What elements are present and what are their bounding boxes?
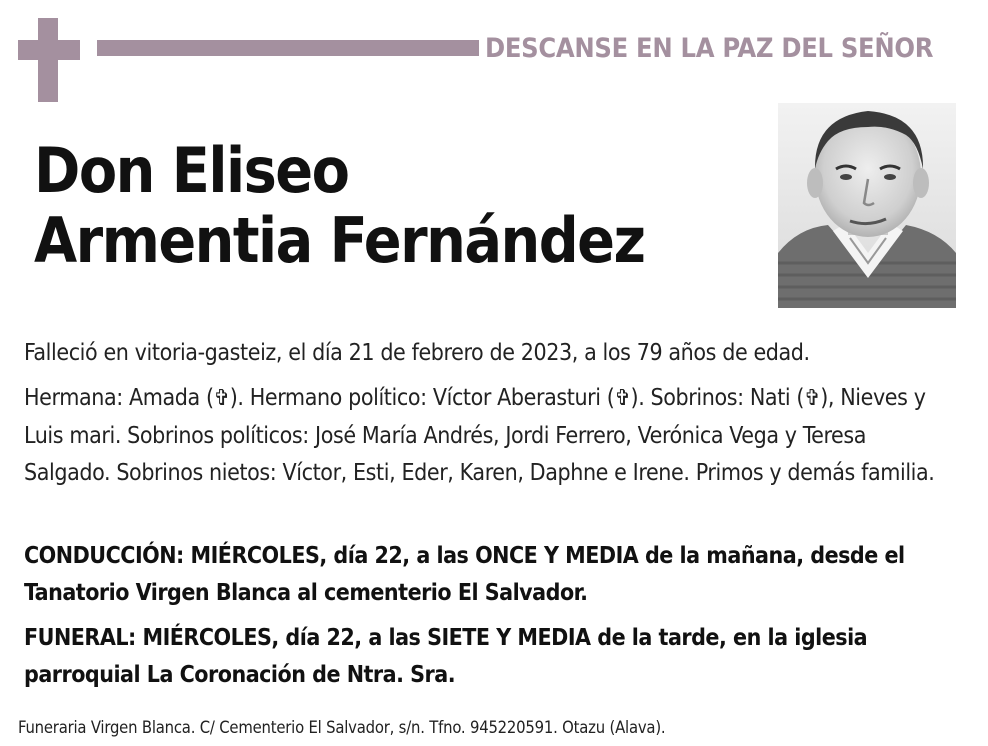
family-text-part: ). Sobrinos: Nati ( [630,385,805,411]
header-title: DESCANSE EN LA PAZ DEL SEÑOR [485,33,934,64]
cross-icon [18,18,80,102]
death-notice-text: Falleció en vitoria-gasteiz, el día 21 de febrero de 2023, a los 79 años de edad. [24,340,810,366]
cross-icon: ✞ [213,386,230,411]
conduccion-text: CONDUCCIÓN: MIÉRCOLES, día 22, a las ONCE Y MEDIA de la mañana, desde el Tanatorio Virgen Blanca al cementerio El Salvador. [24,543,905,606]
funeral-home-footer: Funeraria Virgen Blanca. C/ Cementerio El Salvador, s/n. Tfno. 945220591. Otazu (Alava). [18,718,666,737]
cross-icon: ✞ [614,386,631,411]
name-line-1: Don Eliseo [34,134,349,207]
family-text-part: ), Nieves y Luis mari. Sobrinos políticos: José María Andrés, Jordi Ferrero, Verónica Vega y Teresa Salgado. Sobrinos nietos: Víctor, Esti, Eder, Karen, Daphne e Irene. Primos y demás familia. [24,385,935,486]
deceased-name [34,136,764,276]
family-text-part: ). Hermano político: Víctor Aberasturi ( [229,385,615,411]
family-text-part: Hermana: Amada ( [24,385,214,411]
family-text [24,380,954,493]
name-line-2: Armentia Fernández [34,204,645,277]
portrait-photo [778,103,956,308]
cross-icon: ✞ [804,386,821,411]
funeral-text: FUNERAL: MIÉRCOLES, día 22, a las SIETE Y MEDIA de la tarde, en la iglesia parroquial La Coronación de Ntra. Sra. [24,625,868,688]
header-bar [97,40,479,56]
